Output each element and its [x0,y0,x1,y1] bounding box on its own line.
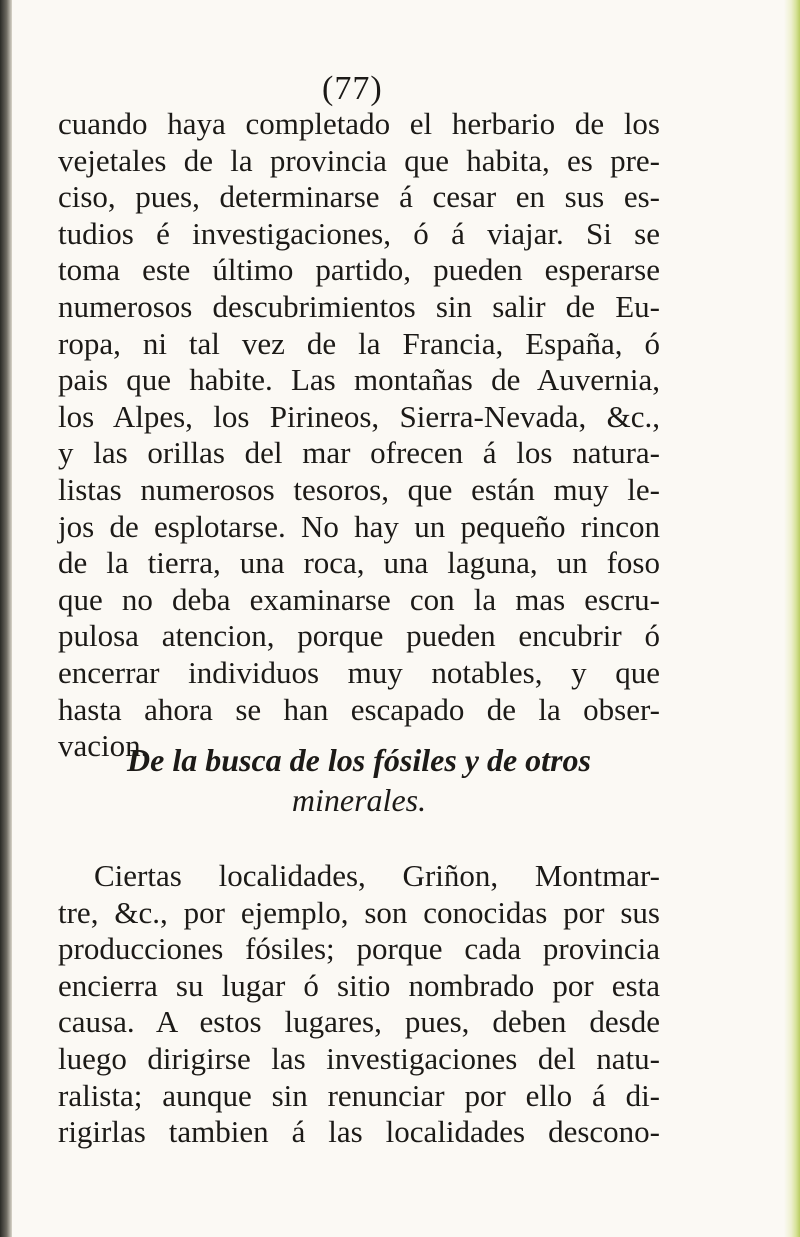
text-line: pulosa atencion, porque pueden encubrir ó [58,618,660,654]
text-line: los Alpes, los Pirineos, Sierra-Nevada, &c., [58,398,660,434]
heading-line: minerales. [291,782,427,818]
text-line: de la tierra, una roca, una laguna, un foso [58,545,660,581]
text-line: tre, &c., por ejemplo, son conocidas por sus [58,894,660,930]
heading-line: De la busca de los fósiles y de otros [127,742,591,778]
text-line: jos de esplotarse. No hay un pequeño rincon [58,508,660,544]
text-line: encerrar individuos muy notables, y que [58,654,660,690]
text-line: vacion. [58,728,149,764]
text-line: ropa, ni tal vez de la Francia, España, ó [58,325,660,361]
text-line: ralista; aunque sin renunciar por ello á di- [58,1077,660,1113]
binding-shadow [0,0,12,1237]
text-line: toma este último partido, pueden esperarse [58,252,660,288]
paragraph-1 [58,106,660,765]
page-edge [784,0,800,1237]
text-line: producciones fósiles; porque cada provincia [58,931,660,967]
text-line: cuando haya completado el herbario de los [58,106,660,141]
text-line: vejetales de la provincia que habita, es pre- [58,142,660,178]
text-line: tudios é investigaciones, ó á viajar. Si se [58,215,660,251]
text-line: y las orillas del mar ofrecen á los natura- [58,435,660,471]
section-heading [58,740,660,820]
text-line: numerosos descubrimientos sin salir de Eu- [58,288,660,324]
text-line: causa. A estos lugares, pues, deben desde [58,1004,660,1040]
text-line: Ciertas localidades, Griñon, Montmar- [94,858,660,893]
text-line: encierra su lugar ó sitio nombrado por esta [58,967,660,1003]
text-line: rigirlas tambien á las localidades descono- [58,1114,660,1150]
text-line: que no deba examinarse con la mas escru- [58,581,660,617]
paragraph-2 [58,858,660,1151]
text-line: ciso, pues, determinarse á cesar en sus es- [58,179,660,215]
text-line: luego dirigirse las investigaciones del natu- [58,1040,660,1076]
text-line: hasta ahora se han escapado de la obser- [58,691,660,727]
page-number: (77) [322,70,383,107]
text-line: pais que habite. Las montañas de Auvernia, [58,362,660,398]
text-line: listas numerosos tesoros, que están muy le- [58,471,660,507]
